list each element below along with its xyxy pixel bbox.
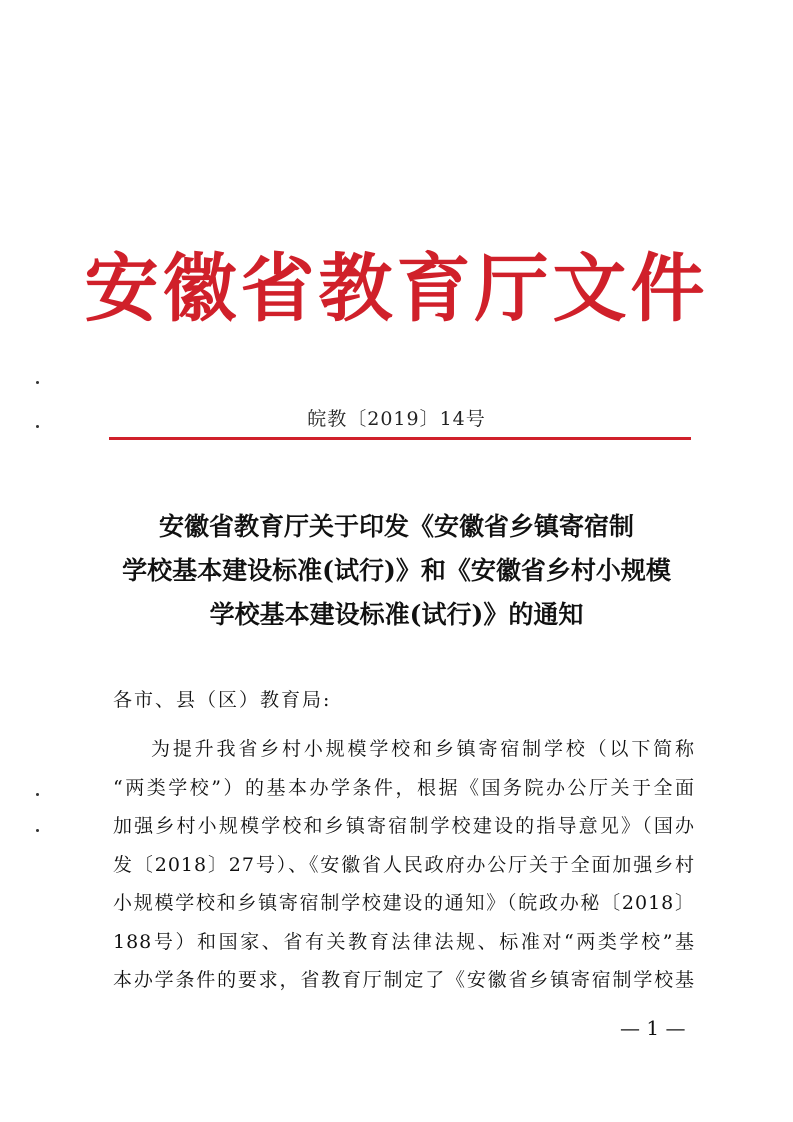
body-line: “两类学校”）的基本办学条件，根据《国务院办公厅关于全面: [113, 776, 695, 799]
body-line: 188号）和国家、省有关教育法律法规、标准对“两类学校”基: [113, 930, 695, 953]
title-line: 学校基本建设标准(试行)》的通知: [209, 600, 584, 629]
notice-title: [0, 505, 793, 637]
red-divider-line: [109, 437, 691, 440]
body-line: 本办学条件的要求，省教育厅制定了《安徽省乡镇寄宿制学校基: [113, 969, 695, 991]
scan-mark: [36, 829, 39, 832]
body-paragraph: [113, 730, 695, 1000]
scan-mark: [36, 793, 39, 796]
body-line: 加强乡村小规模学校和乡镇寄宿制学校建设的指导意见》（国办: [113, 815, 695, 837]
body-line: 小规模学校和乡镇寄宿制学校建设的通知》（皖政办秘〔2018〕: [113, 892, 695, 914]
scan-mark: [36, 381, 39, 384]
title-line: 安徽省教育厅关于印发《安徽省乡镇寄宿制: [158, 512, 634, 541]
body-line: 为提升我省乡村小规模学校和乡镇寄宿制学校（以下简称: [151, 738, 695, 760]
salutation: 各市、县（区）教育局:: [113, 689, 332, 711]
page-number: — 1 —: [620, 1016, 686, 1040]
masthead-title: 安徽省教育厅文件: [84, 246, 709, 332]
document-number: 皖教〔2019〕14号: [307, 408, 486, 430]
body-line: 发〔2018〕27号）、《安徽省人民政府办公厅关于全面加强乡村: [113, 853, 695, 876]
title-line: 学校基本建设标准(试行)》和《安徽省乡村小规模: [122, 556, 671, 585]
scan-mark: [36, 425, 39, 428]
